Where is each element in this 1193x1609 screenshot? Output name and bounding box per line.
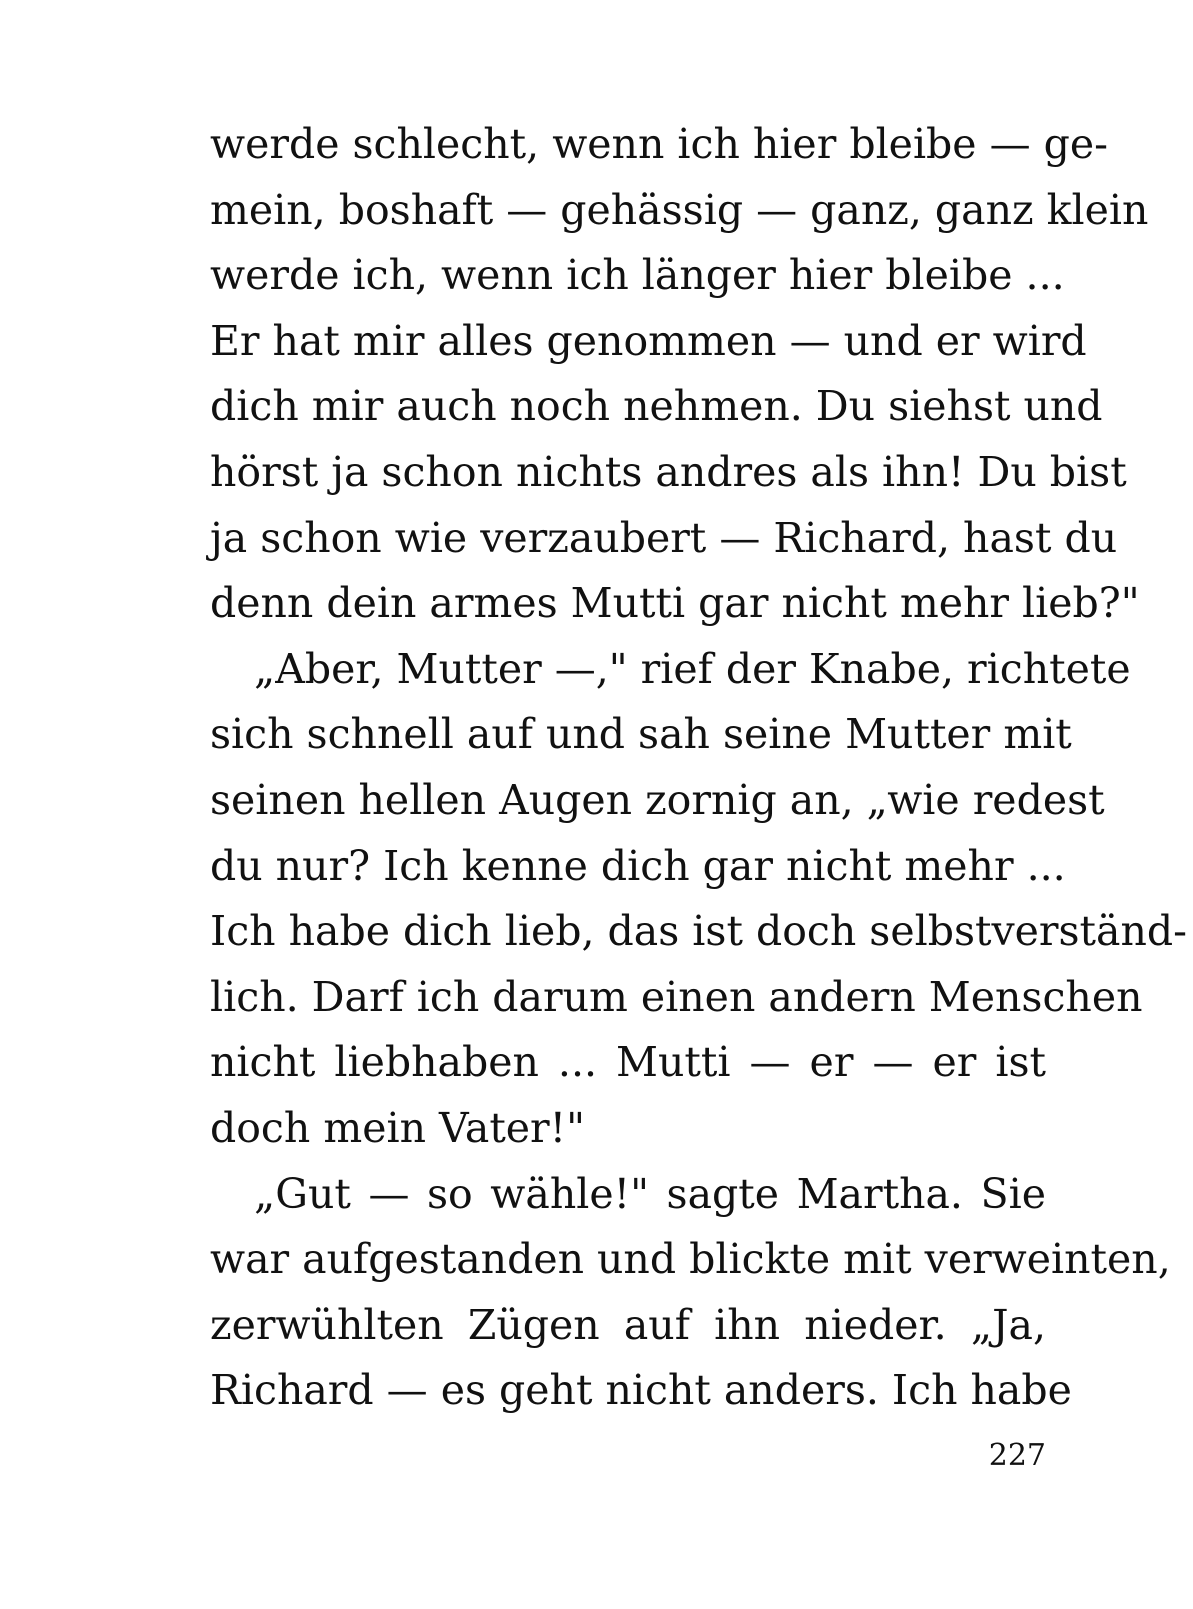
text-line: werde ich, wenn ich länger hier bleibe ... <box>210 251 1065 300</box>
text-line: sich schnell auf und sah seine Mutter mit <box>210 710 1072 759</box>
text-line: dich mir auch noch nehmen. Du siehst und <box>210 382 1103 431</box>
text-line: „Aber, Mutter —," rief der Knabe, richtete <box>254 644 1131 693</box>
text-line: hörst ja schon nichts andres als ihn! Du bist <box>210 447 1127 496</box>
body-text <box>210 112 1187 1424</box>
text-line: war aufgestanden und blickte mit verweinten, <box>210 1235 1171 1284</box>
text-line: Richard — es geht nicht anders. Ich habe <box>210 1366 1072 1415</box>
text-line: „Gut — so wähle!" sagte Martha. Sie <box>254 1169 1046 1218</box>
text-line: mein, boshaft — gehässig — ganz, ganz klein <box>210 185 1149 234</box>
text-line: Ich habe dich lieb, das ist doch selbstverständ- <box>210 907 1187 956</box>
text-line: Er hat mir alles genommen — und er wird <box>210 316 1087 365</box>
text-line: nicht liebhaben ... Mutti — er — er ist <box>210 1038 1046 1087</box>
text-line: seinen hellen Augen zornig an, „wie redest <box>210 775 1105 824</box>
text-line: du nur? Ich kenne dich gar nicht mehr ... <box>210 841 1066 890</box>
text-line: doch mein Vater!" <box>210 1103 585 1152</box>
page-number: 227 <box>988 1438 1046 1473</box>
text-line: denn dein armes Mutti gar nicht mehr lieb?" <box>210 579 1140 628</box>
text-line: zerwühlten Zügen auf ihn nieder. „Ja, <box>210 1300 1046 1349</box>
text-line: ja schon wie verzaubert — Richard, hast du <box>210 513 1118 562</box>
text-line: werde schlecht, wenn ich hier bleibe — ge- <box>210 120 1108 168</box>
text-line: lich. Darf ich darum einen andern Menschen <box>210 972 1143 1021</box>
